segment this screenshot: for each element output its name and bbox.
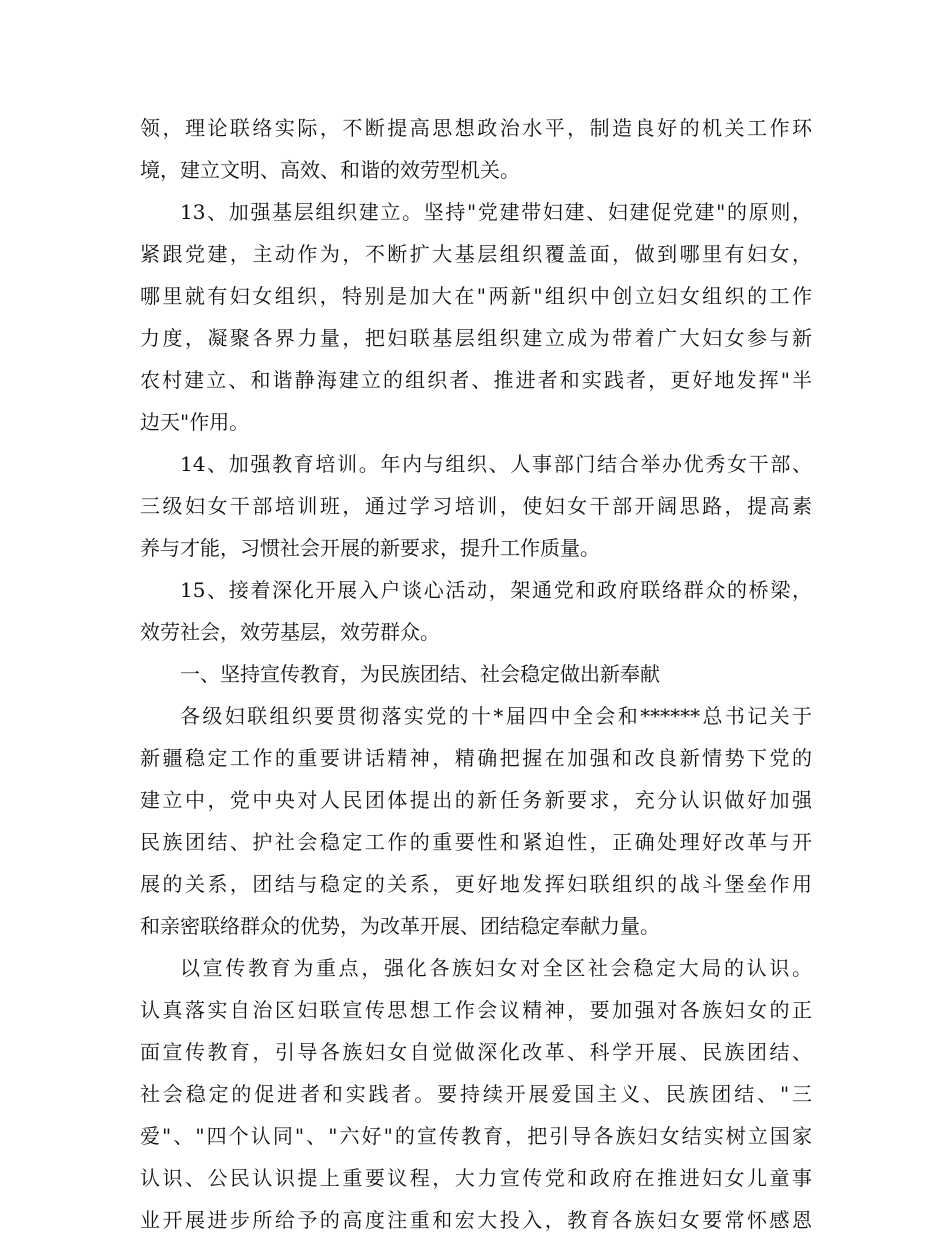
text-line: 民族团结、护社会稳定工作的重要性和紧迫性，正确处理好改革与开 bbox=[140, 830, 812, 854]
text-line: 认真落实自治区妇联宣传思想工作会议精神，要加强对各族妇女的正 bbox=[140, 998, 812, 1022]
text-line: 认识、公民认识提上重要议程，大力宣传党和政府在推进妇女儿童事 bbox=[140, 1166, 812, 1190]
text-line: 力度，凝聚各界力量，把妇联基层组织建立成为带着广大妇女参与新 bbox=[140, 326, 812, 350]
text-line: 紧跟党建，主动作为，不断扩大基层组织覆盖面，做到哪里有妇女， bbox=[140, 242, 812, 266]
text-line: 新疆稳定工作的重要讲话精神，精确把握在加强和改良新情势下党的 bbox=[140, 746, 812, 770]
text-line: 15、接着深化开展入户谈心活动，架通党和政府联络群众的桥梁， bbox=[180, 578, 812, 602]
text-line: 领，理论联络实际，不断提高思想政治水平，制造良好的机关工作环 bbox=[140, 116, 812, 140]
text-line: 14、加强教育培训。年内与组织、人事部门结合举办优秀女干部、 bbox=[180, 452, 812, 476]
text-line: 业开展进步所给予的高度注重和宏大投入，教育各族妇女要常怀感恩 bbox=[140, 1208, 812, 1232]
text-line: 农村建立、和谐静海建立的组织者、推进者和实践者，更好地发挥"半 bbox=[140, 368, 812, 392]
text-line: 和亲密联络群众的优势，为改革开展、团结稳定奉献力量。 bbox=[140, 914, 660, 938]
text-line: 边天"作用。 bbox=[140, 410, 250, 434]
text-line: 社会稳定的促进者和实践者。要持续开展爱国主义、民族团结、"三 bbox=[140, 1082, 812, 1106]
document-body bbox=[140, 107, 812, 1241]
text-line: 效劳社会，效劳基层，效劳群众。 bbox=[140, 620, 440, 644]
text-line: 建立中，党中央对人民团体提出的新任务新要求，充分认识做好加强 bbox=[140, 788, 812, 812]
text-line: 13、加强基层组织建立。坚持"党建带妇建、妇建促党建"的原则， bbox=[180, 200, 812, 224]
text-line: 养与才能，习惯社会开展的新要求，提升工作质量。 bbox=[140, 536, 600, 560]
text-line: 展的关系，团结与稳定的关系，更好地发挥妇联组织的战斗堡垒作用 bbox=[140, 872, 812, 896]
text-line: 境，建立文明、高效、和谐的效劳型机关。 bbox=[140, 158, 520, 182]
text-line: 各级妇联组织要贯彻落实党的十*届四中全会和******总书记关于 bbox=[180, 704, 812, 728]
text-line: 哪里就有妇女组织，特别是加大在"两新"组织中创立妇女组织的工作 bbox=[140, 284, 812, 308]
text-line: 三级妇女干部培训班，通过学习培训，使妇女干部开阔思路，提高素 bbox=[140, 494, 812, 518]
text-line: 以宣传教育为重点，强化各族妇女对全区社会稳定大局的认识。 bbox=[180, 956, 812, 980]
text-line: 面宣传教育，引导各族妇女自觉做深化改革、科学开展、民族团结、 bbox=[140, 1040, 812, 1064]
text-line: 一、坚持宣传教育，为民族团结、社会稳定做出新奉献 bbox=[180, 662, 660, 686]
text-line: 爱"、"四个认同"、"六好"的宣传教育，把引导各族妇女结实树立国家 bbox=[140, 1124, 812, 1148]
